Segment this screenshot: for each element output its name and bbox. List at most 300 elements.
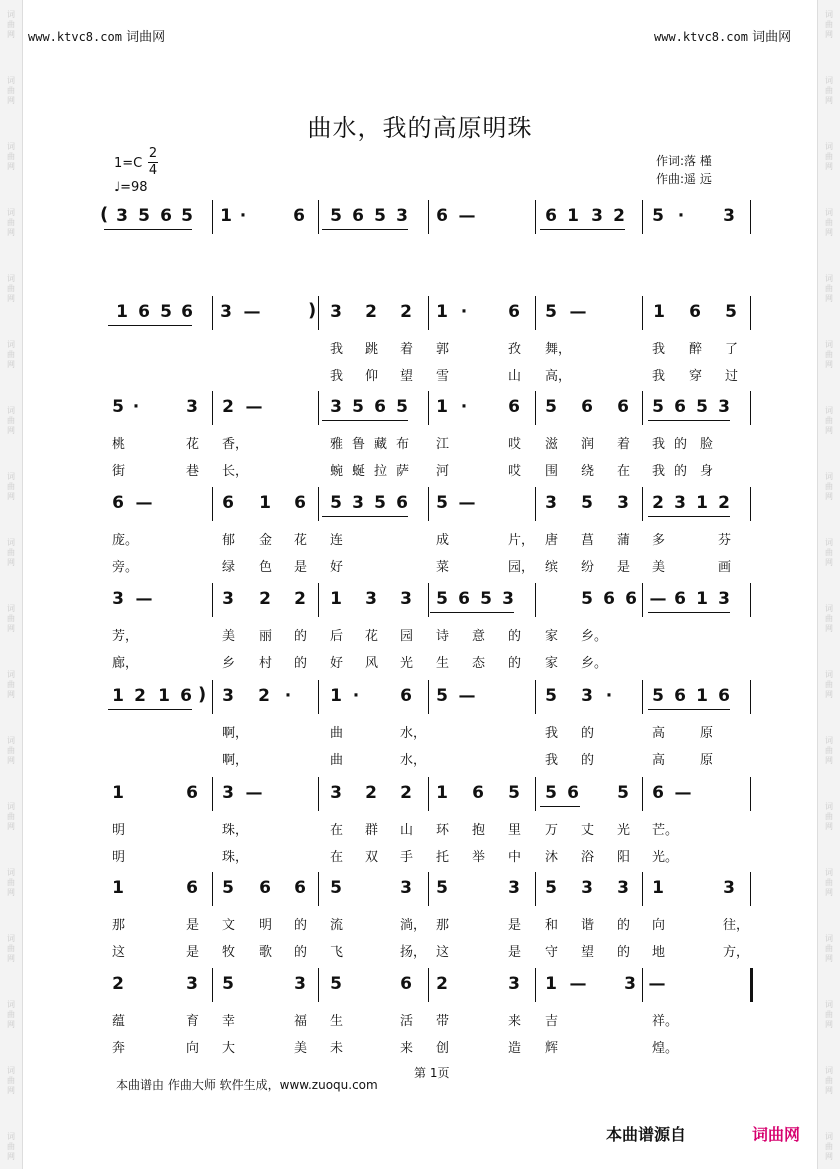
jianpu-note: 3 [330, 397, 342, 417]
jianpu-note: 3 [718, 589, 730, 609]
jianpu-note: 5 [652, 397, 664, 417]
jianpu-note: 1 [112, 878, 124, 898]
time-signature-top: 2 [148, 146, 158, 161]
lyric-verse-2: 绕 [581, 464, 595, 479]
watermark-text: 词 曲 网 [7, 274, 15, 303]
jianpu-note: 2 [222, 397, 234, 417]
bar-line [318, 583, 319, 617]
lyric-verse-1: 明 [259, 918, 273, 933]
lyric-verse-1: 谐 [581, 918, 595, 933]
lyric-verse-2: 菜 [436, 560, 450, 575]
jianpu-note: 2 [613, 206, 625, 226]
lyric-verse-2: 手 [400, 850, 414, 865]
lyric-verse-1: 美 [222, 629, 236, 644]
watermark-text: 词 曲 网 [825, 340, 833, 369]
bar-line [642, 296, 643, 330]
watermark-text: 词 曲 网 [825, 142, 833, 171]
jianpu-note: 5 [696, 397, 708, 417]
site-header-left[interactable] [28, 26, 165, 45]
lyric-verse-2: 歌 [259, 945, 273, 960]
jianpu-note: 5 [652, 206, 664, 226]
lyric-verse-2: 煌。 [652, 1041, 679, 1056]
jianpu-note: · [605, 686, 613, 706]
jianpu-note: 3 [581, 878, 593, 898]
lyric-verse-2: 仰 [365, 369, 379, 384]
lyric-verse-2: 围 [545, 464, 559, 479]
lyric-verse-2: 萨 [396, 464, 410, 479]
lyric-verse-1: 花 [186, 437, 200, 452]
lyric-verse-2: 方， [723, 945, 750, 960]
jianpu-note: 6 [674, 686, 686, 706]
lyric-verse-1: 润 [581, 437, 595, 452]
jianpu-note: 3 [591, 206, 603, 226]
bar-line [428, 777, 429, 811]
jianpu-note: 3 [330, 302, 342, 322]
jianpu-note: 3 [116, 206, 128, 226]
jianpu-note: 3 [330, 783, 342, 803]
jianpu-note: — [674, 783, 692, 803]
jianpu-note: 6 [293, 206, 305, 226]
jianpu-note: 1 [330, 686, 342, 706]
lyric-verse-2: 大 [222, 1041, 236, 1056]
bar-line [535, 872, 536, 906]
bar-line [750, 680, 751, 714]
lyric-verse-2: 蜿 [330, 464, 344, 479]
watermark-text: 词 曲 网 [825, 274, 833, 303]
jianpu-note: 3 [624, 974, 636, 994]
jianpu-note: 6 [545, 206, 557, 226]
lyric-verse-2: 的 [294, 945, 308, 960]
time-signature [148, 146, 158, 179]
watermark-text: 词 曲 网 [7, 604, 15, 633]
eighth-beam [648, 420, 730, 421]
lyric-verse-1: 生 [330, 1014, 344, 1029]
jianpu-note: 6 [674, 589, 686, 609]
jianpu-note: 5 [480, 589, 492, 609]
bar-line [535, 487, 536, 521]
jianpu-note: 1 [158, 686, 170, 706]
bar-line [535, 296, 536, 330]
jianpu-note: 6 [138, 302, 150, 322]
lyric-verse-2: 阳 [617, 850, 631, 865]
lyric-verse-2: 举 [472, 850, 486, 865]
jianpu-note: 1 [220, 206, 232, 226]
lyric-verse-2: 绿 [222, 560, 236, 575]
watermark-text: 词 曲 网 [7, 10, 15, 39]
lyric-verse-2: 旁。 [112, 560, 139, 575]
jianpu-note: 5 [617, 783, 629, 803]
lyric-verse-2: 园， [508, 560, 535, 575]
eighth-beam [108, 325, 192, 326]
jianpu-note: 6 [458, 589, 470, 609]
jianpu-note: 2 [436, 974, 448, 994]
lyric-verse-2: 美 [652, 560, 666, 575]
jianpu-note: 3 [723, 206, 735, 226]
jianpu-note: — [245, 397, 263, 417]
lyric-verse-2: 奔 [112, 1041, 126, 1056]
lyric-verse-2: 光 [400, 656, 414, 671]
lyric-verse-2: 辉 [545, 1041, 559, 1056]
lyric-verse-1: 唐 [545, 533, 559, 548]
jianpu-note: 3 [674, 493, 686, 513]
watermark-text: 词 曲 网 [825, 604, 833, 633]
bar-line [642, 872, 643, 906]
lyric-verse-2: 我 [652, 464, 666, 479]
lyric-verse-2: 哎 [508, 464, 522, 479]
watermark-text: 词 曲 网 [7, 1132, 15, 1161]
key-signature: 1=C [114, 156, 143, 171]
lyric-verse-1: 鲁 [352, 437, 366, 452]
lyric-verse-1: 芬 [718, 533, 732, 548]
lyric-verse-2: 我 [545, 753, 559, 768]
jianpu-note: 6 [186, 878, 198, 898]
lyric-verse-1: 郁 [222, 533, 236, 548]
lyric-verse-1: 片， [508, 533, 535, 548]
site-url-left[interactable]: www.ktvc8.com [28, 30, 122, 44]
lyric-verse-1: 香， [222, 437, 249, 452]
site-name-left[interactable]: 词曲网 [126, 30, 166, 45]
lyric-verse-1: 金 [259, 533, 273, 548]
lyric-verse-2: 望 [400, 369, 414, 384]
jianpu-note: 5 [112, 397, 124, 417]
lyric-verse-2: 乡。 [581, 656, 608, 671]
lyric-verse-1: 芒。 [652, 823, 679, 838]
lyric-verse-2: 村 [259, 656, 273, 671]
watermark-text: 词 曲 网 [825, 670, 833, 699]
jianpu-note: 5 [508, 783, 520, 803]
repeat-paren: ) [308, 300, 317, 321]
lyric-verse-1: 群 [365, 823, 379, 838]
lyric-verse-1: 花 [294, 533, 308, 548]
watermark-text: 词 曲 网 [7, 868, 15, 897]
jianpu-note: 1 [259, 493, 271, 513]
tempo-mark [114, 180, 148, 195]
jianpu-note: 5 [545, 686, 557, 706]
bar-line [642, 583, 643, 617]
page-number: 第 1页 [414, 1066, 450, 1080]
bar-line [535, 968, 536, 1002]
lyric-verse-1: 着 [400, 342, 414, 357]
watermark-text: 词 曲 网 [7, 1066, 15, 1095]
lyric-verse-1: 多 [652, 533, 666, 548]
lyric-verse-2: 牧 [222, 945, 236, 960]
lyric-verse-1: 脸 [700, 437, 714, 452]
jianpu-note: 5 [436, 493, 448, 513]
lyric-verse-1: 孜 [508, 342, 522, 357]
jianpu-note: 3 [222, 783, 234, 803]
lyric-verse-2: 家 [545, 656, 559, 671]
lyric-verse-2: 造 [508, 1041, 522, 1056]
bar-line [428, 391, 429, 425]
source-brand[interactable]: 词曲网 [752, 1125, 801, 1144]
lyric-verse-2: 在 [330, 850, 344, 865]
watermark-text: 词 曲 网 [825, 208, 833, 237]
watermark-text: 词 曲 网 [7, 340, 15, 369]
jianpu-note: 6 [625, 589, 637, 609]
bar-line [535, 680, 536, 714]
lyric-verse-1: 诗 [436, 629, 450, 644]
lyric-verse-1: 吉 [545, 1014, 559, 1029]
lyric-verse-2: 的 [508, 656, 522, 671]
watermark-text: 词 曲 网 [825, 1000, 833, 1029]
lyric-verse-1: 往， [723, 918, 750, 933]
jianpu-note: 6 [396, 493, 408, 513]
jianpu-note: 2 [258, 686, 270, 706]
bar-line [428, 487, 429, 521]
bar-line [318, 487, 319, 521]
lyric-verse-2: 山 [508, 369, 522, 384]
bar-line [428, 296, 429, 330]
watermark-text: 词 曲 网 [7, 736, 15, 765]
jianpu-note: 5 [545, 397, 557, 417]
time-signature-bottom: 4 [148, 163, 158, 178]
jianpu-note: 1 [653, 302, 665, 322]
watermark-text: 词 曲 网 [7, 670, 15, 699]
lyric-verse-2: 我 [330, 369, 344, 384]
lyric-verse-1: 意 [472, 629, 486, 644]
lyric-verse-1: 环 [436, 823, 450, 838]
bar-line [212, 583, 213, 617]
lyric-verse-1: 明 [112, 823, 126, 838]
bar-line [212, 680, 213, 714]
jianpu-note: 2 [400, 783, 412, 803]
lyric-verse-1: 郭 [436, 342, 450, 357]
jianpu-note: 6 [400, 974, 412, 994]
lyric-verse-2: 色 [259, 560, 273, 575]
jianpu-note: 5 [222, 878, 234, 898]
site-url-right[interactable]: www.ktvc8.com [654, 30, 748, 44]
jianpu-note: 1 [696, 493, 708, 513]
jianpu-note: 6 [181, 302, 193, 322]
jianpu-note: 6 [472, 783, 484, 803]
lyric-verse-1: 祥。 [652, 1014, 679, 1029]
eighth-beam [322, 516, 408, 517]
lyric-verse-2: 街 [112, 464, 126, 479]
lyric-verse-1: 后 [330, 629, 344, 644]
jianpu-note: 3 [400, 878, 412, 898]
lyric-verse-1: 珠， [222, 823, 249, 838]
lyric-verse-1: 来 [508, 1014, 522, 1029]
bar-line [750, 968, 753, 1002]
watermark-text: 词 曲 网 [7, 1000, 15, 1029]
bar-line [750, 487, 751, 521]
jianpu-note: 6 [374, 397, 386, 417]
bar-line [318, 391, 319, 425]
jianpu-note: 3 [508, 974, 520, 994]
lyric-verse-2: 原 [700, 753, 714, 768]
jianpu-note: 2 [718, 493, 730, 513]
lyric-verse-1: 跳 [365, 342, 379, 357]
jianpu-note: 5 [725, 302, 737, 322]
lyric-verse-2: 水， [400, 753, 427, 768]
lyric-verse-2: 望 [581, 945, 595, 960]
lyric-verse-2: 身 [700, 464, 714, 479]
right-watermark-strip [817, 0, 840, 1169]
lyric-verse-1: 布 [396, 437, 410, 452]
lyric-verse-2: 的 [674, 464, 688, 479]
jianpu-note: 6 [603, 589, 615, 609]
lyric-verse-1: 的 [294, 918, 308, 933]
lyric-verse-1: 在 [330, 823, 344, 838]
lyric-verse-2: 廊， [112, 656, 139, 671]
jianpu-note: 3 [723, 878, 735, 898]
jianpu-note: 2 [365, 302, 377, 322]
lyric-verse-2: 高， [545, 369, 572, 384]
lyric-verse-2: 向 [186, 1041, 200, 1056]
bar-line [642, 391, 643, 425]
jianpu-note: 1 [696, 589, 708, 609]
bar-line [212, 391, 213, 425]
jianpu-note: 1 [436, 783, 448, 803]
lyric-verse-2: 地 [652, 945, 666, 960]
bar-line [428, 200, 429, 234]
lyric-verse-1: 舞， [545, 342, 572, 357]
eighth-beam [540, 229, 625, 230]
jianpu-note: 6 [674, 397, 686, 417]
lyric-verse-1: 带 [436, 1014, 450, 1029]
lyric-verse-1: 幸 [222, 1014, 236, 1029]
jianpu-note: 6 [508, 302, 520, 322]
jianpu-note: · [132, 397, 140, 417]
jianpu-note: 2 [112, 974, 124, 994]
site-header-right[interactable] [654, 26, 791, 45]
bar-line [750, 296, 751, 330]
lyric-verse-2: 的 [294, 656, 308, 671]
jianpu-note: — [458, 686, 476, 706]
jianpu-note: · [239, 206, 247, 226]
bar-line [318, 968, 319, 1002]
source-label: 本曲谱源自 [606, 1125, 687, 1144]
jianpu-note: 5 [545, 783, 557, 803]
bar-line [750, 583, 751, 617]
jianpu-note: 3 [396, 206, 408, 226]
jianpu-note: 3 [222, 589, 234, 609]
jianpu-note: 5 [436, 686, 448, 706]
lyric-verse-1: 的 [581, 726, 595, 741]
lyric-verse-2: 好 [330, 560, 344, 575]
eighth-beam [430, 612, 514, 613]
eighth-beam [648, 709, 730, 710]
lyric-verse-2: 巷 [186, 464, 200, 479]
watermark-text: 词 曲 网 [7, 802, 15, 831]
watermark-text: 词 曲 网 [825, 934, 833, 963]
bar-line [318, 872, 319, 906]
lyric-verse-2: 珠， [222, 850, 249, 865]
bar-line [212, 968, 213, 1002]
jianpu-note: 5 [374, 206, 386, 226]
eighth-beam [648, 612, 730, 613]
bar-line [750, 200, 751, 234]
bar-line [535, 583, 536, 617]
lyric-verse-2: 乡 [222, 656, 236, 671]
jianpu-note: 1 [436, 397, 448, 417]
lyric-verse-1: 园 [400, 629, 414, 644]
bar-line [212, 487, 213, 521]
bar-line [535, 391, 536, 425]
watermark-text: 词 曲 网 [825, 868, 833, 897]
watermark-text: 词 曲 网 [7, 538, 15, 567]
lyric-verse-1: 连 [330, 533, 344, 548]
bar-line [642, 680, 643, 714]
watermark-text: 词 曲 网 [825, 538, 833, 567]
jianpu-note: 6 [186, 783, 198, 803]
lyric-verse-1: 水， [400, 726, 427, 741]
jianpu-note: · [677, 206, 685, 226]
site-name-right[interactable]: 词曲网 [752, 30, 792, 45]
jianpu-note: 5 [581, 493, 593, 513]
lyric-verse-2: 画 [718, 560, 732, 575]
lyric-verse-1: 那 [112, 918, 126, 933]
jianpu-note: 6 [112, 493, 124, 513]
jianpu-note: 1 [116, 302, 128, 322]
lyric-verse-2: 缤 [545, 560, 559, 575]
lyric-verse-1: 醉 [689, 342, 703, 357]
jianpu-note: 6 [689, 302, 701, 322]
lyric-verse-1: 芳， [112, 629, 139, 644]
bar-line [642, 777, 643, 811]
jianpu-note: 5 [652, 686, 664, 706]
lyric-verse-1: 滋 [545, 437, 559, 452]
bar-line [212, 872, 213, 906]
lyric-verse-1: 丽 [259, 629, 273, 644]
lyric-verse-2: 态 [472, 656, 486, 671]
bar-line [212, 296, 213, 330]
jianpu-note: 1 [112, 783, 124, 803]
jianpu-note: 5 [436, 589, 448, 609]
bar-line [535, 200, 536, 234]
jianpu-note: 3 [112, 589, 124, 609]
jianpu-note: — [648, 974, 666, 994]
jianpu-note: 2 [294, 589, 306, 609]
lyric-verse-2: 中 [508, 850, 522, 865]
lyric-verse-2: 这 [436, 945, 450, 960]
jianpu-note: · [352, 686, 360, 706]
bar-line [750, 391, 751, 425]
jianpu-note: 3 [508, 878, 520, 898]
lyric-verse-1: 家 [545, 629, 559, 644]
eighth-beam [540, 806, 580, 807]
jianpu-note: — [458, 206, 476, 226]
jianpu-note: 3 [617, 493, 629, 513]
jianpu-note: 1 [696, 686, 708, 706]
lyric-verse-1: 活 [400, 1014, 414, 1029]
lyric-verse-2: 过 [725, 369, 739, 384]
eighth-beam [322, 229, 408, 230]
jianpu-note: 1 [567, 206, 579, 226]
lyric-verse-1: 啊， [222, 726, 249, 741]
lyric-verse-2: 生 [436, 656, 450, 671]
lyric-verse-2: 是 [617, 560, 631, 575]
jianpu-note: 6 [567, 783, 579, 803]
lyric-verse-2: 是 [294, 560, 308, 575]
lyric-verse-1: 蕴 [112, 1014, 126, 1029]
bar-line [428, 968, 429, 1002]
lyric-verse-2: 高 [652, 753, 666, 768]
composer: 作曲:遥 远 [656, 172, 712, 186]
jianpu-note: 3 [718, 397, 730, 417]
jianpu-note: — [245, 783, 263, 803]
watermark-text: 词 曲 网 [825, 802, 833, 831]
jianpu-note: 6 [581, 397, 593, 417]
lyric-verse-2: 托 [436, 850, 450, 865]
jianpu-note: 6 [617, 397, 629, 417]
lyric-verse-1: 淌， [400, 918, 427, 933]
left-watermark-strip [0, 0, 23, 1169]
jianpu-note: 6 [718, 686, 730, 706]
lyric-verse-1: 我 [652, 342, 666, 357]
watermark-text: 词 曲 网 [7, 934, 15, 963]
lyric-verse-2: 是 [508, 945, 522, 960]
